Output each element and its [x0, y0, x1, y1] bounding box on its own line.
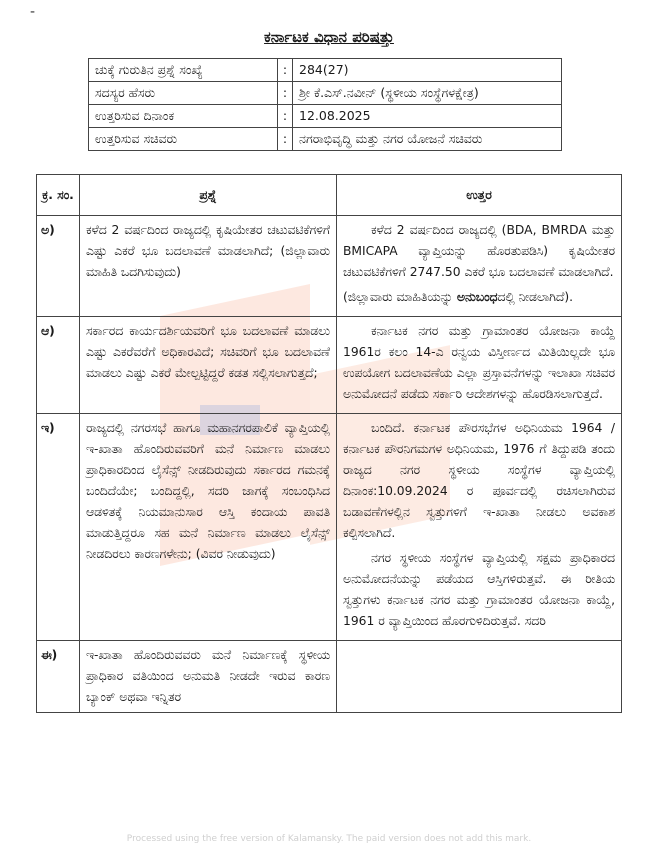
answer-paragraph: ಕಳೆದ 2 ವರ್ಷದಿಂದ ರಾಜ್ಯದಲ್ಲಿ (BDA, BMRDA ಮತ್ತು BMICAPA ವ್ಯಾಪ್ತಿಯನ್ನು ಹೊರತುಪಡಿಸಿ) ಕೃಷಿಯೇತರ ಚಟುವಟಿಕೆಗಳಿಗೆ 2747.50 ಎಕರೆ ಭೂ ಬದಲಾವಣೆ ಮಾಡಲಾಗಿದೆ. — [343, 223, 615, 279]
row-answer — [337, 317, 622, 414]
info-row — [89, 59, 562, 82]
info-label: ಚುಕ್ಕೆ ಗುರುತಿನ ಪ್ರಶ್ನೆ ಸಂಖ್ಯೆ — [89, 59, 278, 82]
info-label: ಉತ್ತರಿಸುವ ದಿನಾಂಕ — [89, 105, 278, 128]
question-answer-table — [36, 174, 622, 713]
header-question: ಪ್ರಶ್ನೆ — [80, 175, 337, 216]
table-header-row — [37, 175, 622, 216]
info-separator: : — [278, 128, 293, 151]
header-answer: ಉತ್ತರ — [337, 175, 622, 216]
row-serial: ಇ) — [37, 414, 80, 641]
answer-annex-note: (ಜಿಲ್ಲಾವಾರು ಮಾಹಿತಿಯನ್ನು ಅನುಬಂಧದಲ್ಲಿ ನೀಡಲಾಗಿದೆ). — [343, 290, 574, 304]
info-row — [89, 105, 562, 128]
table-row — [37, 216, 622, 317]
info-value: 12.08.2025 — [293, 105, 562, 128]
info-label: ಸದಸ್ಯರ ಹೆಸರು — [89, 82, 278, 105]
row-serial: ಆ) — [37, 317, 80, 414]
header-serial-no: ಕ್ರ. ಸಂ. — [37, 175, 80, 216]
corner-mark: - — [30, 4, 36, 20]
info-value: ಶ್ರೀ ಕೆ.ಎಸ್.ನವೀನ್ (ಸ್ಥಳೀಯ ಸಂಸ್ಥೆಗಳಕ್ಷೇತ್ರ) — [293, 82, 562, 105]
document-title: ಕರ್ನಾಟಕ ವಿಧಾನ ಪರಿಷತ್ತು — [264, 28, 394, 46]
row-serial: ಅ) — [37, 216, 80, 317]
row-question: ಸರ್ಕಾರದ ಕಾರ್ಯದರ್ಶಿಯವರಿಗೆ ಭೂ ಬದಲಾವಣೆ ಮಾಡಲು ಎಷ್ಟು ಎಕರೆವರೆಗೆ ಅಧಿಕಾರವಿದೆ; ಸಚಿವರಿಗೆ ಭೂ ಬದಲಾವಣೆ ಮಾಡಲು ಎಷ್ಟು ಎಕರೆ ಮೇಲ್ಪಟ್ಟಿದ್ದರೆ ಕಡತ ಸಲ್ಲಿಸಲಾಗುತ್ತದೆ; — [80, 317, 337, 414]
info-separator: : — [278, 82, 293, 105]
row-answer — [337, 216, 622, 317]
answer-paragraph: ಕರ್ನಾಟಕ ನಗರ ಮತ್ತು ಗ್ರಾಮಾಂತರ ಯೋಜನಾ ಕಾಯ್ದೆ 1961ರ ಕಲಂ 14-ಎ ರನ್ವಯ ವಿಸ್ತೀರ್ಣದ ಮಿತಿಯಿಲ್ಲದೇ ಭೂ ಉಪಯೋಗ ಬದಲಾವಣೆಯ ಎಲ್ಲಾ ಪ್ರಸ್ತಾವನೆಗಳನ್ನು ಇಲಾಖಾ ಸಚಿವರ ಅನುಮೋದನೆ ಪಡೆದು ಸರ್ಕಾರಿ ಆದೇಶಗಳನ್ನು ಹೊರಡಿಸಲಾಗುತ್ತದೆ. — [343, 324, 615, 401]
info-label: ಉತ್ತರಿಸುವ ಸಚಿವರು — [89, 128, 278, 151]
question-info-table — [88, 58, 562, 151]
table-row — [37, 317, 622, 414]
row-answer — [337, 414, 622, 641]
annex-word: ಅನುಬಂಧ — [456, 290, 498, 304]
table-row — [37, 641, 622, 713]
table-row — [37, 414, 622, 641]
info-value: 284(27) — [293, 59, 562, 82]
row-answer — [337, 641, 622, 713]
processing-watermark-text: Processed using the free version of Kalamansky. The paid version does not add this mark. — [126, 834, 532, 844]
row-question: ಇ-ಖಾತಾ ಹೊಂದಿರುವವರು ಮನೆ ನಿರ್ಮಾಣಕ್ಕೆ ಸ್ಥಳೀಯ ಪ್ರಾಧಿಕಾರ ವತಿಯಿಂದ ಅನುಮತಿ ನೀಡದೇ ಇರುವ ಕಾರಣ ಬ್ಯಾಂಕ್ ಅಥವಾ ಇನ್ನಿತರ — [80, 641, 337, 713]
row-serial: ಈ) — [37, 641, 80, 713]
answer-paragraph: ನಗರ ಸ್ಥಳೀಯ ಸಂಸ್ಥೆಗಳ ವ್ಯಾಪ್ತಿಯಲ್ಲಿ ಸಕ್ಷಮ ಪ್ರಾಧಿಕಾರದ ಅನುಮೋದನೆಯನ್ನು ಪಡೆಯದ ಆಸ್ತಿಗಳಿರುತ್ತವೆ. ಈ ರೀತಿಯ ಸ್ವತ್ತುಗಳು ಕರ್ನಾಟಕ ನಗರ ಮತ್ತು ಗ್ರಾಮಾಂತರ ಯೋಜನಾ ಕಾಯ್ದೆ, 1961 ರ ವ್ಯಾಪ್ತಿಯಿಂದ ಹೊರಗುಳಿದಿರುತ್ತವೆ. ಸದರಿ — [343, 551, 615, 628]
info-row — [89, 82, 562, 105]
row-question: ಕಳೆದ 2 ವರ್ಷದಿಂದ ರಾಜ್ಯದಲ್ಲಿ ಕೃಷಿಯೇತರ ಚಟುವಟಿಕೆಗಳಿಗೆ ಎಷ್ಟು ಎಕರೆ ಭೂ ಬದಲಾವಣೆ ಮಾಡಲಾಗಿದೆ; (ಜಿಲ್ಲಾವಾರು ಮಾಹಿತಿ ಒದಗಿಸುವುದು) — [80, 216, 337, 317]
answer-paragraph: ಬಂದಿದೆ. ಕರ್ನಾಟಕ ಪೌರಸಭೆಗಳ ಅಧಿನಿಯಮ 1964 / ಕರ್ನಾಟಕ ಪೌರನಿಗಮಗಳ ಅಧಿನಿಯಮ, 1976 ಗೆ ತಿದ್ದುಪಡಿ ತಂದು ರಾಜ್ಯದ ನಗರ ಸ್ಥಳೀಯ ಸಂಸ್ಥೆಗಳ ವ್ಯಾಪ್ತಿಯಲ್ಲಿ ದಿನಾಂಕ:10.09.2024 ರ ಪೂರ್ವದಲ್ಲಿ ರಚಿಸಲಾಗಿರುವ ಬಡಾವಣೆಗಳಲ್ಲಿನ ಸ್ವತ್ತುಗಳಿಗೆ ಇ-ಖಾತಾ ನೀಡಲು ಅವಕಾಶ ಕಲ್ಪಿಸಲಾಗಿದೆ. — [343, 421, 615, 540]
row-question: ರಾಜ್ಯದಲ್ಲಿ ನಗರಸಭೆ ಹಾಗೂ ಮಹಾನಗರಪಾಲಿಕೆ ವ್ಯಾಪ್ತಿಯಲ್ಲಿ ಇ-ಖಾತಾ ಹೊಂದಿರುವವರಿಗೆ ಮನೆ ನಿರ್ಮಾಣ ಮಾಡಲು ಪ್ರಾಧಿಕಾರದಿಂದ ಲೈಸೆನ್ಸ್ ನೀಡದಿರುವುದು ಸರ್ಕಾರದ ಗಮನಕ್ಕೆ ಬಂದಿದೆಯೇ; ಬಂದಿದ್ದಲ್ಲಿ, ಸದರಿ ಜಾಗಕ್ಕೆ ಸಂಬಂಧಿಸಿದ ಆಡಳಿತಕ್ಕೆ ನಿಯಮಾನುಸಾರ ಆಸ್ತಿ ಕಂದಾಯ ಪಾವತಿ ಮಾಡುತ್ತಿದ್ದರೂ ಸಹ ಮನೆ ನಿರ್ಮಾಣ ಮಾಡಲು ಲೈಸೆನ್ಸ್ ನೀಡದಿರಲು ಕಾರಣಗಳೇನು; (ವಿವರ ನೀಡುವುದು) — [80, 414, 337, 641]
info-value: ನಗರಾಭಿವೃದ್ಧಿ ಮತ್ತು ನಗರ ಯೋಜನೆ ಸಚಿವರು — [293, 128, 562, 151]
info-separator: : — [278, 105, 293, 128]
info-separator: : — [278, 59, 293, 82]
info-row — [89, 128, 562, 151]
